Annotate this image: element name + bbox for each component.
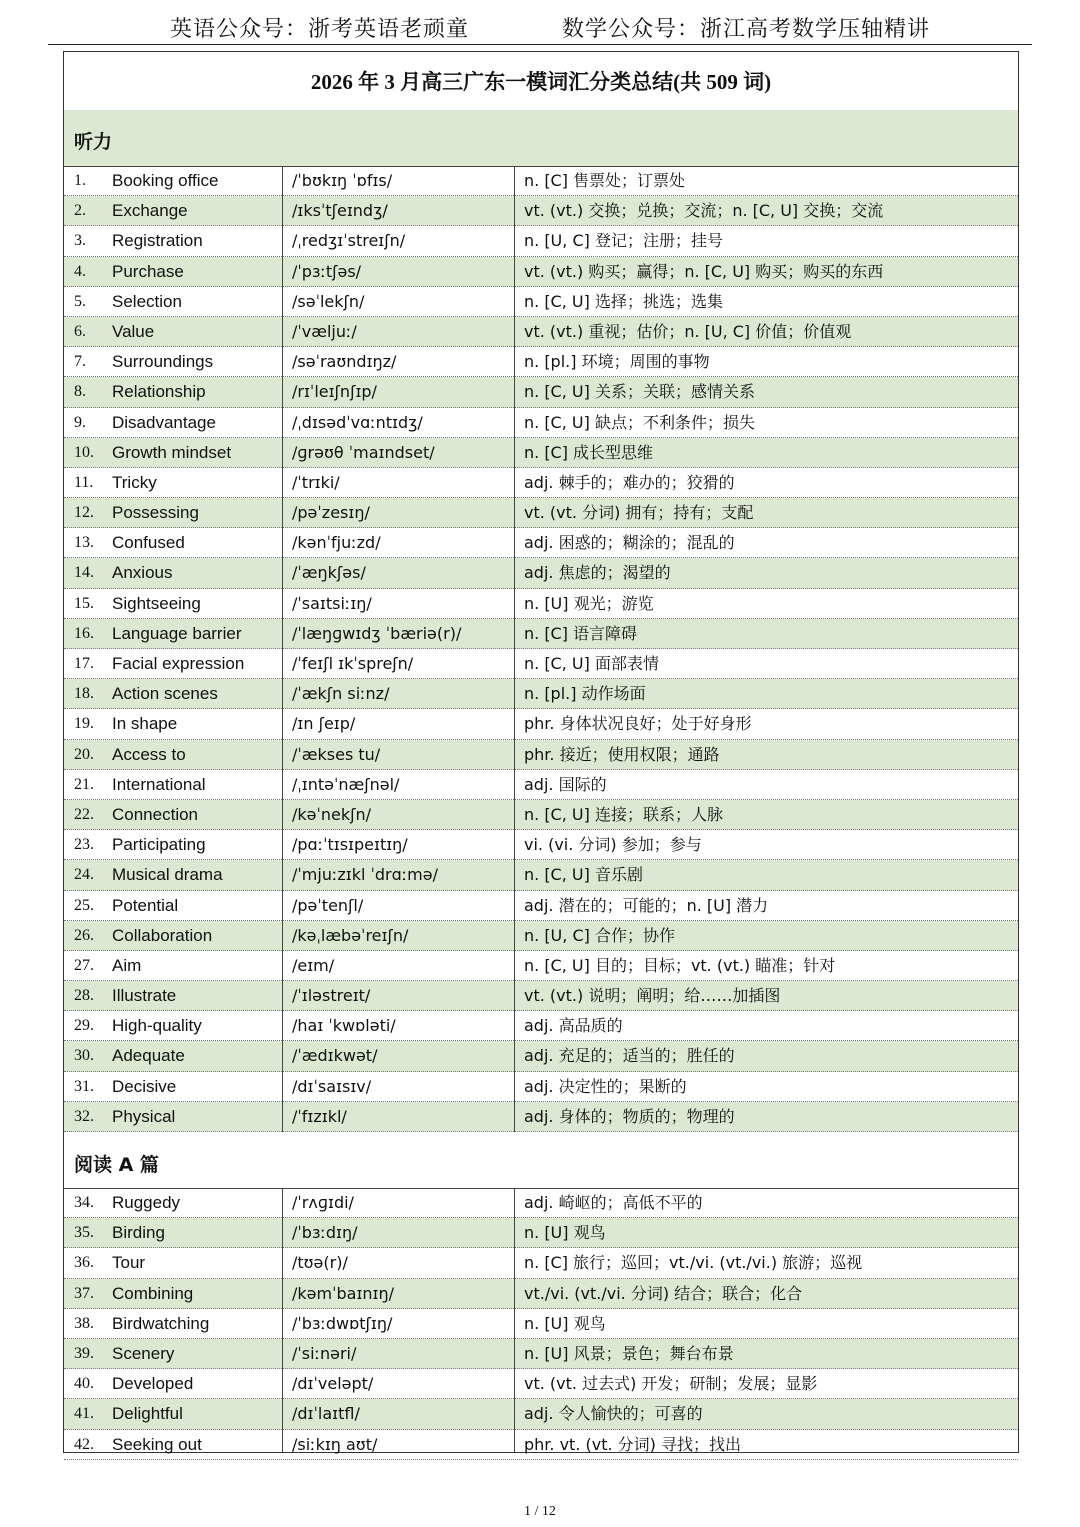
phonetic: /kəˈnekʃn/ <box>292 804 372 824</box>
table-row <box>64 1041 1018 1071</box>
row-number: 14. <box>74 564 94 582</box>
row-number: 19. <box>74 715 94 733</box>
definition: n. [pl.] 动作场面 <box>524 684 646 704</box>
definition: adj. 困惑的；糊涂的；混乱的 <box>524 533 735 553</box>
phonetic: /tʊə(r)/ <box>292 1253 348 1273</box>
table-row <box>64 589 1018 619</box>
column-divider <box>514 1188 515 1452</box>
definition: n. [C] 售票处；订票处 <box>524 171 686 190</box>
definition: vt. (vt. 过去式) 开发；研制；发展；显影 <box>524 1374 818 1394</box>
row-number: 7. <box>74 353 86 371</box>
phonetic: /səˈraʊndɪŋz/ <box>292 352 397 372</box>
row-number: 28. <box>74 987 94 1005</box>
vocab-word: Birding <box>112 1223 165 1243</box>
page-header <box>48 0 1032 45</box>
vocab-word: International <box>112 774 206 794</box>
table-row <box>64 921 1018 951</box>
section-header-listening <box>64 110 1018 167</box>
phonetic: /ˈækʃn siːnz/ <box>292 684 390 704</box>
vocab-word: Booking office <box>112 171 219 190</box>
english-account-label: 英语公众号：浙考英语老顽童 <box>170 17 470 42</box>
vocab-word: Tour <box>112 1253 146 1273</box>
row-number: 4. <box>74 262 86 280</box>
phonetic: /ˈæŋkʃəs/ <box>292 563 366 583</box>
phonetic: /ˌɪntəˈnæʃnəl/ <box>292 774 400 794</box>
vocab-word: Selection <box>112 291 182 311</box>
table-row <box>64 468 1018 498</box>
vocab-word: Disadvantage <box>112 412 216 432</box>
phonetic: /eɪm/ <box>292 955 335 975</box>
phonetic: /ˈfeɪʃl ɪkˈspreʃn/ <box>292 654 414 673</box>
phonetic: /kəmˈbaɪnɪŋ/ <box>292 1283 395 1303</box>
column-divider <box>282 166 283 1132</box>
phonetic: /ˈbɜːdwɒtʃɪŋ/ <box>292 1313 393 1333</box>
vocab-word: Action scenes <box>112 684 218 704</box>
definition: n. [C] 语言障碍 <box>524 623 638 643</box>
table-row <box>64 1369 1018 1399</box>
definition: n. [C, U] 面部表情 <box>524 654 659 673</box>
phonetic: /ˌdɪsədˈvɑːntɪdʒ/ <box>292 412 423 432</box>
table-row <box>64 770 1018 800</box>
definition: vt. (vt.) 购买；赢得；n. [C, U] 购买；购买的东西 <box>524 261 884 281</box>
row-number: 29. <box>74 1017 94 1035</box>
phonetic: /dɪˈveləpt/ <box>292 1374 374 1394</box>
phonetic: /pəˈtenʃl/ <box>292 895 364 915</box>
row-number: 37. <box>74 1284 94 1302</box>
vocab-word: Collaboration <box>112 925 213 945</box>
vocab-word: Relationship <box>112 382 206 402</box>
row-number: 25. <box>74 896 94 914</box>
phonetic: /səˈlekʃn/ <box>292 291 365 311</box>
definition: adj. 令人愉快的；可喜的 <box>524 1404 703 1424</box>
definition: n. [C, U] 连接；联系；人脉 <box>524 804 723 824</box>
vocab-word: Connection <box>112 804 199 824</box>
vocab-word: Ruggedy <box>112 1193 181 1212</box>
phonetic: /dɪˈlaɪtfl/ <box>292 1404 360 1424</box>
table-row <box>64 981 1018 1011</box>
row-number: 1. <box>74 172 86 189</box>
table-row <box>64 1279 1018 1309</box>
row-number: 20. <box>74 745 94 763</box>
row-number: 10. <box>74 443 94 461</box>
table-row <box>64 1309 1018 1339</box>
phonetic: /ˈmjuːzɪkl ˈdrɑːmə/ <box>292 865 438 885</box>
table-row <box>64 558 1018 588</box>
row-number: 13. <box>74 534 94 552</box>
definition: phr. vt. (vt. 分词) 寻找；找出 <box>524 1434 741 1454</box>
definition: n. [C, U] 音乐剧 <box>524 865 643 885</box>
vocab-word: Sightseeing <box>112 593 201 613</box>
phonetic: /ˈsiːnəri/ <box>292 1343 357 1363</box>
row-number: 8. <box>74 383 86 401</box>
phonetic: /ˈbɜːdɪŋ/ <box>292 1223 358 1243</box>
vocab-word: Registration <box>112 231 203 251</box>
phonetic: /ˈfɪzɪkl/ <box>292 1106 347 1126</box>
vocab-word: Language barrier <box>112 623 242 643</box>
table-row <box>64 740 1018 770</box>
vocab-word: Facial expression <box>112 654 245 673</box>
table-row <box>64 317 1018 347</box>
row-number: 5. <box>74 292 86 310</box>
vocab-word: Participating <box>112 835 206 855</box>
row-number: 27. <box>74 956 94 974</box>
row-number: 35. <box>74 1224 94 1242</box>
phonetic: /ˈvæljuː/ <box>292 321 357 341</box>
phonetic: /ˈædɪkwət/ <box>292 1046 378 1066</box>
phonetic: /kəˌlæbəˈreɪʃn/ <box>292 925 409 945</box>
vocabulary-table <box>63 51 1019 1453</box>
vocab-word: Tricky <box>112 472 157 492</box>
table-row <box>64 196 1018 226</box>
vocab-word: Developed <box>112 1374 194 1394</box>
definition: adj. 棘手的；难办的；狡猾的 <box>524 472 735 492</box>
vocab-word: Potential <box>112 895 179 915</box>
table-row <box>64 1011 1018 1041</box>
definition: n. [U, C] 登记；注册；挂号 <box>524 231 723 251</box>
vocab-word: Delightful <box>112 1404 183 1424</box>
table-row <box>64 287 1018 317</box>
table-row <box>64 800 1018 830</box>
vocab-word: Aim <box>112 955 142 975</box>
definition: n. [U] 观光；游览 <box>524 593 654 613</box>
phonetic: /haɪ ˈkwɒləti/ <box>292 1016 396 1036</box>
vocab-word: Combining <box>112 1283 194 1303</box>
table-row <box>64 528 1018 558</box>
vocab-word: Access to <box>112 744 186 764</box>
table-row <box>64 1430 1018 1460</box>
definition: n. [C, U] 目的；目标；vt. (vt.) 瞄准；针对 <box>524 955 836 975</box>
table-row <box>64 377 1018 407</box>
table-row <box>64 709 1018 739</box>
row-number: 16. <box>74 624 94 642</box>
phonetic: /ˈɪləstreɪt/ <box>292 986 371 1006</box>
phonetic: /pɑːˈtɪsɪpeɪtɪŋ/ <box>292 835 408 855</box>
vocab-word: Growth mindset <box>112 442 232 462</box>
definition: vt. (vt. 分词) 拥有；持有；支配 <box>524 503 754 523</box>
row-number: 42. <box>74 1435 94 1453</box>
phonetic: /pəˈzesɪŋ/ <box>292 503 370 523</box>
vocab-word: Scenery <box>112 1343 175 1363</box>
row-number: 6. <box>74 322 86 340</box>
vocab-word: High-quality <box>112 1016 202 1036</box>
definition: adj. 潜在的；可能的；n. [U] 潜力 <box>524 895 769 915</box>
row-number: 38. <box>74 1314 94 1332</box>
row-number: 31. <box>74 1077 94 1095</box>
definition: n. [C] 旅行；巡回；vt./vi. (vt./vi.) 旅游；巡视 <box>524 1253 863 1273</box>
row-number: 18. <box>74 685 94 703</box>
math-account-label: 数学公众号：浙江高考数学压轴精讲 <box>562 17 931 42</box>
table-row <box>64 1072 1018 1102</box>
phonetic: /ɪn ʃeɪp/ <box>292 714 356 734</box>
definition: adj. 国际的 <box>524 774 607 794</box>
definition: vi. (vi. 分词) 参加；参与 <box>524 835 702 855</box>
table-row <box>64 166 1018 196</box>
table-row <box>64 1102 1018 1132</box>
definition: vt. (vt.) 交换；兑换；交流；n. [C, U] 交换；交流 <box>524 201 884 221</box>
row-number: 15. <box>74 594 94 612</box>
section-title: 阅读 A 篇 <box>74 1154 159 1176</box>
table-row <box>64 408 1018 438</box>
vocab-word: Possessing <box>112 503 199 523</box>
definition: n. [U] 观鸟 <box>524 1313 606 1333</box>
column-divider <box>514 166 515 1132</box>
table-row <box>64 830 1018 860</box>
reading-a-rows <box>64 1188 1018 1460</box>
phonetic: /ˈrʌɡɪdi/ <box>292 1193 354 1212</box>
row-number: 3. <box>74 232 86 250</box>
phonetic: /ɪksˈtʃeɪndʒ/ <box>292 201 388 221</box>
definition: vt. (vt.) 重视；估价；n. [U, C] 价值；价值观 <box>524 321 852 341</box>
vocab-word: Anxious <box>112 563 173 583</box>
definition: n. [U] 风景；景色；舞台布景 <box>524 1343 734 1363</box>
phonetic: /dɪˈsaɪsɪv/ <box>292 1076 372 1096</box>
definition: n. [pl.] 环境；周围的事物 <box>524 352 710 372</box>
row-number: 21. <box>74 775 94 793</box>
definition: adj. 高品质的 <box>524 1016 623 1036</box>
row-number: 30. <box>74 1047 94 1065</box>
table-row <box>64 1188 1018 1218</box>
definition: n. [C, U] 关系；关联；感情关系 <box>524 382 755 402</box>
vocab-word: Exchange <box>112 201 188 221</box>
row-number: 23. <box>74 836 94 854</box>
row-number: 36. <box>74 1254 94 1272</box>
vocab-word: Decisive <box>112 1076 177 1096</box>
vocab-word: Illustrate <box>112 986 177 1006</box>
definition: n. [U, C] 合作；协作 <box>524 925 675 945</box>
table-title: 2026 年 3 月高三广东一模词汇分类总结(共 509 词) <box>64 52 1018 111</box>
vocab-word: Confused <box>112 533 185 553</box>
phonetic: /ˈpɜːtʃəs/ <box>292 261 362 281</box>
phonetic: /ˈækses tu/ <box>292 744 381 764</box>
definition: adj. 决定性的；果断的 <box>524 1076 687 1096</box>
definition: adj. 身体的；物质的；物理的 <box>524 1106 735 1126</box>
row-number: 39. <box>74 1344 94 1362</box>
phonetic: /kənˈfjuːzd/ <box>292 533 381 553</box>
listening-rows <box>64 166 1018 1162</box>
phonetic: /ˈbʊkɪŋ ˈɒfɪs/ <box>292 171 393 190</box>
vocab-word: Purchase <box>112 261 184 281</box>
row-number: 24. <box>74 866 94 884</box>
row-number: 17. <box>74 655 94 672</box>
row-number: 12. <box>74 504 94 522</box>
vocab-word: In shape <box>112 714 178 734</box>
table-row <box>64 951 1018 981</box>
definition: adj. 焦虑的；渴望的 <box>524 563 671 583</box>
table-row <box>64 679 1018 709</box>
table-row <box>64 1218 1018 1248</box>
table-row <box>64 1339 1018 1369</box>
row-number: 34. <box>74 1194 94 1211</box>
table-row <box>64 347 1018 377</box>
vocab-word: Birdwatching <box>112 1313 210 1333</box>
phonetic: /rɪˈleɪʃnʃɪp/ <box>292 382 377 402</box>
table-row <box>64 498 1018 528</box>
row-number: 22. <box>74 805 94 823</box>
section-title: 听力 <box>74 131 113 153</box>
definition: n. [C, U] 缺点；不利条件；损失 <box>524 412 755 432</box>
vocab-word: Adequate <box>112 1046 185 1066</box>
definition: adj. 崎岖的；高低不平的 <box>524 1193 703 1212</box>
table-row <box>64 226 1018 256</box>
definition: vt./vi. (vt./vi. 分词) 结合；联合；化合 <box>524 1283 803 1303</box>
table-row <box>64 1399 1018 1429</box>
row-number: 9. <box>74 413 86 431</box>
column-divider <box>282 1188 283 1452</box>
table-row <box>64 1248 1018 1278</box>
definition: adj. 充足的；适当的；胜任的 <box>524 1046 735 1066</box>
vocab-word: Physical <box>112 1106 176 1126</box>
row-number: 11. <box>74 473 94 491</box>
phonetic: /ˌredʒɪˈstreɪʃn/ <box>292 231 406 251</box>
phonetic: /ˈtrɪki/ <box>292 472 340 492</box>
definition: n. [U] 观鸟 <box>524 1223 606 1243</box>
definition: phr. 接近；使用权限；通路 <box>524 744 720 764</box>
table-row <box>64 619 1018 649</box>
phonetic: /siːkɪŋ aʊt/ <box>292 1434 378 1454</box>
definition: phr. 身体状况良好；处于好身形 <box>524 714 752 734</box>
table-row <box>64 891 1018 921</box>
row-number: 26. <box>74 926 94 944</box>
table-row <box>64 438 1018 468</box>
phonetic: /ɡrəʊθ ˈmaɪndset/ <box>292 442 435 462</box>
row-number: 32. <box>74 1107 94 1125</box>
page-number: 1 / 12 <box>524 1504 556 1519</box>
definition: n. [C, U] 选择；挑选；选集 <box>524 291 723 311</box>
table-row <box>64 257 1018 287</box>
vocab-word: Seeking out <box>112 1434 202 1454</box>
phonetic: /ˈsaɪtsiːɪŋ/ <box>292 593 372 613</box>
vocab-word: Value <box>112 321 155 341</box>
row-number: 2. <box>74 202 86 220</box>
section-header-reading-a <box>64 1132 1018 1189</box>
definition: n. [C] 成长型思维 <box>524 442 654 462</box>
phonetic: /ˈlæŋɡwɪdʒ ˈbæriə(r)/ <box>292 623 462 643</box>
row-number: 40. <box>74 1375 94 1393</box>
row-number: 41. <box>74 1405 94 1423</box>
vocab-word: Musical drama <box>112 865 223 885</box>
table-row <box>64 649 1018 679</box>
table-row <box>64 860 1018 890</box>
definition: vt. (vt.) 说明；阐明；给……加插图 <box>524 986 781 1006</box>
vocab-word: Surroundings <box>112 352 214 372</box>
